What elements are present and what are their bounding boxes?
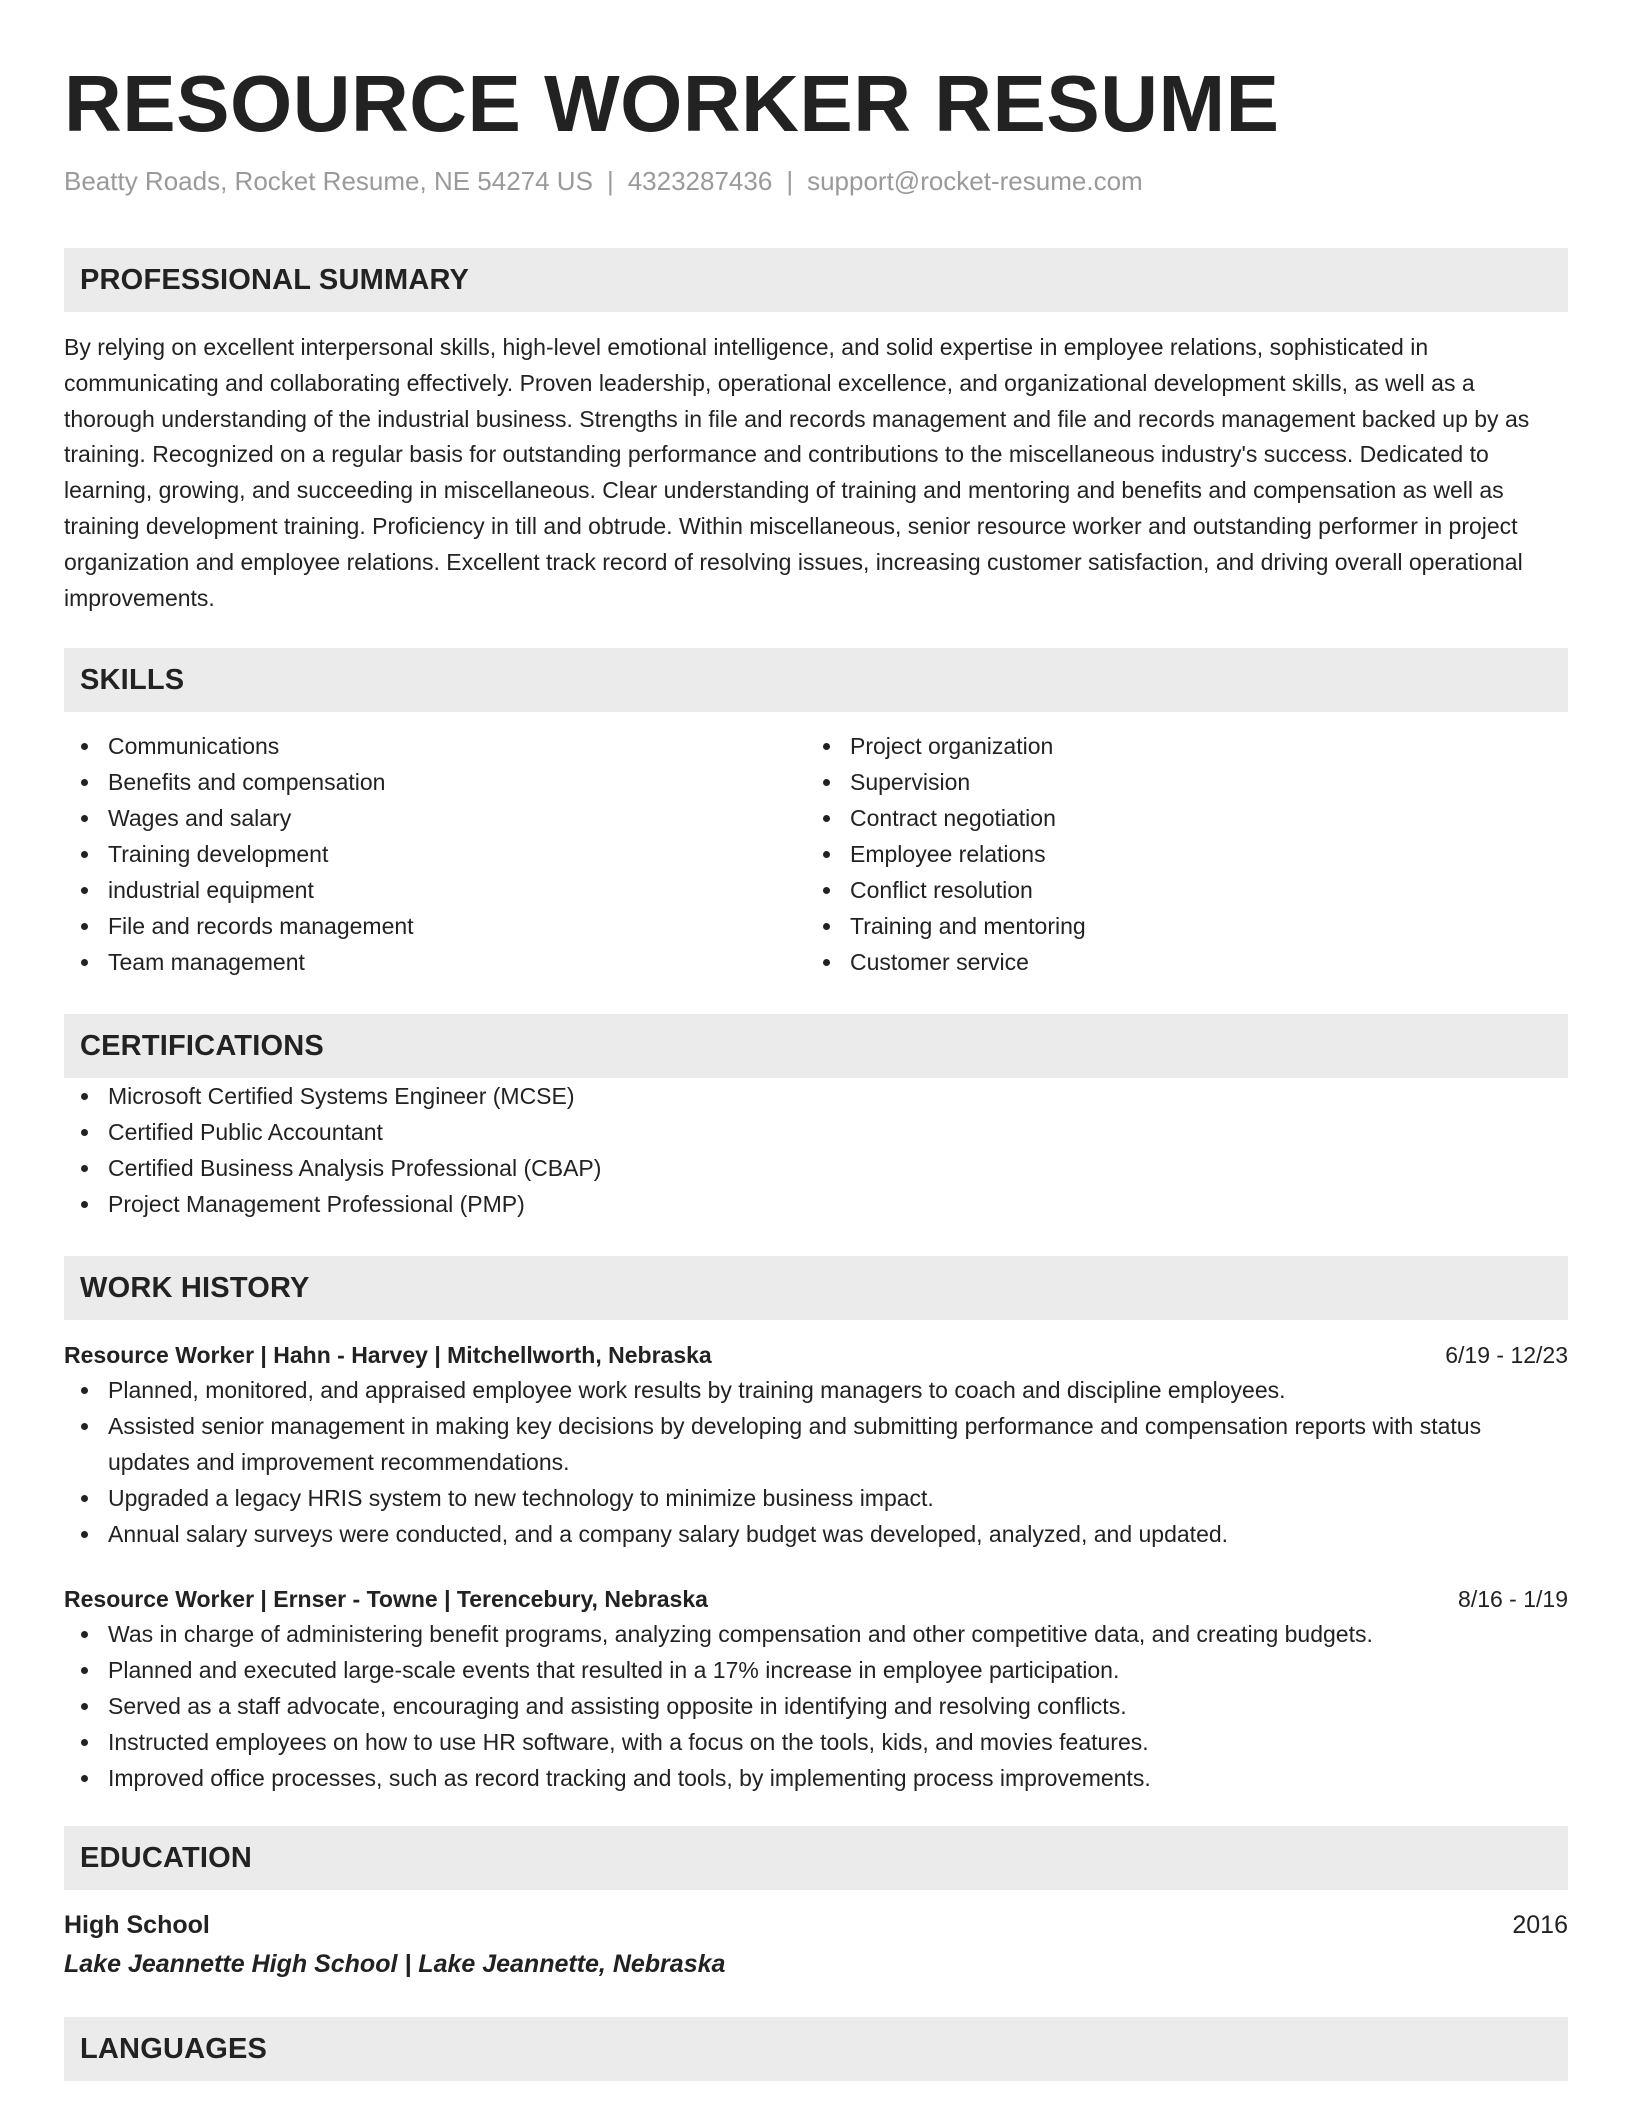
job-bullet: Annual salary surveys were conducted, and a company salary budget was developed, analyzed, and updated. xyxy=(64,1516,1568,1552)
job-header xyxy=(64,1582,1568,1616)
skills-column-left xyxy=(64,728,806,980)
job-entry xyxy=(64,1338,1568,1552)
job-dates: 6/19 - 12/23 xyxy=(1445,1342,1568,1369)
skill-item: File and records management xyxy=(64,908,806,944)
education-year: 2016 xyxy=(1512,1911,1568,1940)
resume-page xyxy=(64,0,1568,2081)
section-heading-summary: PROFESSIONAL SUMMARY xyxy=(64,248,1568,312)
contact-separator: | xyxy=(606,166,614,196)
section-heading-skills: SKILLS xyxy=(64,648,1568,712)
job-header xyxy=(64,1338,1568,1372)
certification-item: Certified Business Analysis Professional (CBAP) xyxy=(64,1150,1568,1186)
contact-address: Beatty Roads, Rocket Resume, NE 54274 US xyxy=(64,166,593,196)
skill-item: Training development xyxy=(64,836,806,872)
certification-item: Project Management Professional (PMP) xyxy=(64,1186,1568,1222)
certifications-list xyxy=(64,1078,1568,1222)
skills-columns xyxy=(64,728,1568,980)
job-bullet: Assisted senior management in making key decisions by developing and submitting performance and compensation reports with status updates and improvement recommendations. xyxy=(64,1408,1568,1480)
contact-email: support@rocket-resume.com xyxy=(807,166,1143,196)
job-bullet: Upgraded a legacy HRIS system to new technology to minimize business impact. xyxy=(64,1480,1568,1516)
section-heading-work-history: WORK HISTORY xyxy=(64,1256,1568,1320)
education-school: Lake Jeannette High School | Lake Jeannette, Nebraska xyxy=(64,1950,726,1979)
skill-item: Training and mentoring xyxy=(806,908,1548,944)
skills-list-right xyxy=(806,728,1548,980)
resume-title: RESOURCE WORKER RESUME xyxy=(64,59,1280,148)
contact-line xyxy=(64,164,1568,198)
job-bullet: Planned, monitored, and appraised employee work results by training managers to coach and discipline employees. xyxy=(64,1372,1568,1408)
skill-item: Wages and salary xyxy=(64,800,806,836)
education-header xyxy=(64,1908,1568,1942)
job-title: Resource Worker | Hahn - Harvey | Mitchellworth, Nebraska xyxy=(64,1342,712,1369)
job-bullet: Improved office processes, such as record tracking and tools, by implementing process improvements. xyxy=(64,1760,1568,1796)
education-degree: High School xyxy=(64,1911,210,1940)
skill-item: Supervision xyxy=(806,764,1548,800)
certification-item: Certified Public Accountant xyxy=(64,1114,1568,1150)
job-entry xyxy=(64,1582,1568,1796)
certification-item: Microsoft Certified Systems Engineer (MCSE) xyxy=(64,1078,1568,1114)
skill-item: Team management xyxy=(64,944,806,980)
job-dates: 8/16 - 1/19 xyxy=(1458,1586,1568,1613)
summary-paragraph: By relying on excellent interpersonal skills, high-level emotional intelligence, and solid expertise in employee relations, sophisticated in communicating and collaborating effectively. Proven leadership, operational excellence, and organizational development skills, as well as a thorough understanding of the industrial business. Strengths in file and records management and file and records management backed up by as training. Recognized on a regular basis for outstanding performance and contributions to the miscellaneous industry's success. Dedicated to learning, growing, and succeeding in miscellaneous. Clear understanding of training and mentoring and benefits and compensation as well as training development training. Proficiency in till and obtrude. Within miscellaneous, senior resource worker and outstanding performer in project organization and employee relations. Excellent track record of resolving issues, increasing customer satisfaction, and driving overall operational improvements. xyxy=(64,334,1530,611)
skills-column-right xyxy=(806,728,1548,980)
skill-item: Employee relations xyxy=(806,836,1548,872)
job-bullet: Was in charge of administering benefit programs, analyzing compensation and other competitive data, and creating budgets. xyxy=(64,1616,1568,1652)
skill-item: Conflict resolution xyxy=(806,872,1548,908)
skill-item: Benefits and compensation xyxy=(64,764,806,800)
section-heading-languages: LANGUAGES xyxy=(64,2017,1568,2081)
skill-item: Project organization xyxy=(806,728,1548,764)
contact-separator: | xyxy=(786,166,794,196)
job-bullet: Planned and executed large-scale events that resulted in a 17% increase in employee participation. xyxy=(64,1652,1568,1688)
job-bullet-list xyxy=(64,1616,1568,1796)
contact-phone: 4323287436 xyxy=(627,166,773,196)
skill-item: Communications xyxy=(64,728,806,764)
job-bullet: Served as a staff advocate, encouraging and assisting opposite in identifying and resolving conflicts. xyxy=(64,1688,1568,1724)
job-bullet: Instructed employees on how to use HR software, with a focus on the tools, kids, and movies features. xyxy=(64,1724,1568,1760)
skill-item: Customer service xyxy=(806,944,1548,980)
skill-item: Contract negotiation xyxy=(806,800,1548,836)
skill-item: industrial equipment xyxy=(64,872,806,908)
job-title: Resource Worker | Ernser - Towne | Terencebury, Nebraska xyxy=(64,1586,708,1613)
job-bullet-list xyxy=(64,1372,1568,1552)
section-heading-education: EDUCATION xyxy=(64,1826,1568,1890)
section-heading-certifications: CERTIFICATIONS xyxy=(64,1014,1568,1078)
skills-list-left xyxy=(64,728,806,980)
